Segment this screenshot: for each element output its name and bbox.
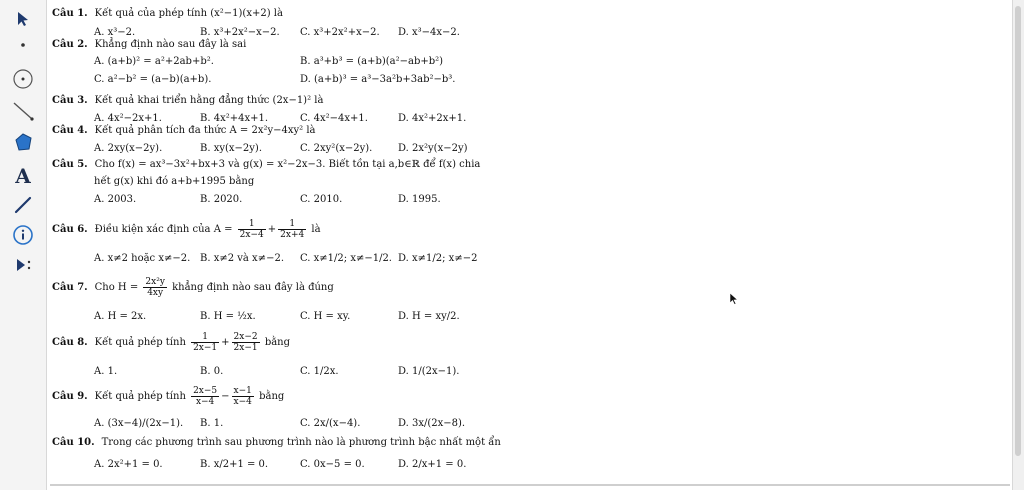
polygon-tool-icon[interactable] xyxy=(6,126,40,160)
question-5-continuation: hết g(x) khi đó a+b+1995 bằng xyxy=(94,176,255,187)
info-tool-icon[interactable] xyxy=(6,218,40,252)
q6-option-c[interactable]: C. x≠1/2; x≠−1/2. xyxy=(300,253,392,264)
q3-option-a[interactable]: A. 4x²−2x+1. xyxy=(94,113,162,124)
question-3: Câu 3. Kết quả khai triển hằng đẳng thức (2x−1)² là xyxy=(52,95,324,106)
q5-option-d[interactable]: D. 1995. xyxy=(398,194,441,205)
q7-option-d[interactable]: D. H = xy/2. xyxy=(398,311,460,322)
q6-fraction-1: $\frac{1}{2x-4}$ xyxy=(239,219,264,240)
q9-fraction-1: $\frac{2x-5}{x-4}$ xyxy=(193,386,218,407)
q8-option-c[interactable]: C. 1/2x. xyxy=(300,366,339,377)
q10-option-d[interactable]: D. 2/x+1 = 0. xyxy=(398,459,467,470)
worksheet xyxy=(52,0,1002,490)
line-tool-icon[interactable] xyxy=(6,94,40,128)
q8-fraction-1: $\frac{1}{2x-1}$ xyxy=(193,332,218,353)
q6-option-d[interactable]: D. x≠1/2; x≠−2 xyxy=(398,253,478,264)
pen-tool-icon[interactable] xyxy=(6,188,40,222)
q10-option-b[interactable]: B. x/2+1 = 0. xyxy=(200,459,269,470)
left-toolbar xyxy=(0,0,47,490)
question-7: Câu 7. Cho H = $\frac{\text{2x²y}}{4xy}$ khẳng định nào sau đây là đúng xyxy=(52,277,334,298)
q6-option-a[interactable]: A. x≠2 hoặc x≠−2. xyxy=(94,253,191,264)
q8-option-d[interactable]: D. 1/(2x−1). xyxy=(398,366,460,377)
q6-fraction-2: $\frac{1}{2x+4}$ xyxy=(280,219,305,240)
q10-option-c[interactable]: C. 0x−5 = 0. xyxy=(300,459,365,470)
q9-fraction-2: $\frac{x-1}{x-4}$ xyxy=(233,386,252,407)
q1-option-b[interactable]: B. x³+2x²−x−2. xyxy=(200,27,280,38)
question-6: Câu 6. Điều kiện xác định của A = $\frac{1}{2x-4}$ + $\frac{1}{2x+4}$ là xyxy=(52,219,321,240)
question-9: Câu 9. Kết quả phép tính $\frac{2x-5}{x-4}$ − $\frac{x-1}{x-4}$ bằng xyxy=(52,386,285,407)
q8-option-b[interactable]: B. 0. xyxy=(200,366,224,377)
q1-option-a[interactable]: A. x³−2. xyxy=(94,27,136,38)
play-tool-icon[interactable] xyxy=(6,248,40,282)
circle-tool-icon[interactable] xyxy=(6,62,40,96)
question-8: Câu 8. Kết quả phép tính $\frac{1}{2x-1}$ + $\frac{2x-2}{2x-1}$ bằng xyxy=(52,332,291,353)
question-2: Câu 2. Khẳng định nào sau đây là sai xyxy=(52,39,247,50)
q4-option-c[interactable]: C. 2xy²(x−2y). xyxy=(300,143,373,154)
q1-option-c[interactable]: C. x³+2x²+x−2. xyxy=(300,27,380,38)
text-tool-icon[interactable] xyxy=(6,158,40,192)
question-10: Câu 10. Trong các phương trình sau phương trình nào là phương trình bậc nhất một ẩn xyxy=(52,437,501,448)
vertical-scrollbar[interactable] xyxy=(1012,0,1024,490)
q2-option-d[interactable]: D. (a+b)³ = a³−3a²b+3ab²−b³. xyxy=(300,74,456,85)
question-4: Câu 4. Kết quả phân tích đa thức A = 2x²y−4xy² là xyxy=(52,125,316,136)
q8-option-a[interactable]: A. 1. xyxy=(94,366,118,377)
q7-fraction: $\frac{\text{2x²y}}{4xy}$ xyxy=(145,277,165,298)
q9-option-b[interactable]: B. 1. xyxy=(200,418,224,429)
q2-option-c[interactable]: C. a²−b² = (a−b)(a+b). xyxy=(94,74,212,85)
q4-option-a[interactable]: A. 2xy(x−2y). xyxy=(94,143,163,154)
q9-option-a[interactable]: A. (3x−4)/(2x−1). xyxy=(94,418,184,429)
q7-option-b[interactable]: B. H = ½x. xyxy=(200,311,256,322)
q3-option-d[interactable]: D. 4x²+2x+1. xyxy=(398,113,467,124)
q6-option-b[interactable]: B. x≠2 và x≠−2. xyxy=(200,253,284,264)
q8-fraction-2: $\frac{2x-2}{2x-1}$ xyxy=(233,332,258,353)
scrollbar-thumb[interactable] xyxy=(1015,6,1021,456)
q1-option-d[interactable]: D. x³−4x−2. xyxy=(398,27,460,38)
q5-option-b[interactable]: B. 2020. xyxy=(200,194,243,205)
q3-option-c[interactable]: C. 4x²−4x+1. xyxy=(300,113,368,124)
q7-option-a[interactable]: A. H = 2x. xyxy=(94,311,147,322)
point-tool-icon[interactable] xyxy=(6,28,40,62)
q2-option-b[interactable]: B. a³+b³ = (a+b)(a²−ab+b²) xyxy=(300,56,444,67)
question-1: Câu 1. Kết quả của phép tính (x²−1)(x+2) là xyxy=(52,8,283,19)
q4-option-d[interactable]: D. 2x²y(x−2y) xyxy=(398,143,468,154)
q7-option-c[interactable]: C. H = xy. xyxy=(300,311,351,322)
horizontal-scrollbar[interactable] xyxy=(50,484,1010,486)
q4-option-b[interactable]: B. xy(x−2y). xyxy=(200,143,263,154)
q5-option-a[interactable]: A. 2003. xyxy=(94,194,137,205)
q3-option-b[interactable]: B. 4x²+4x+1. xyxy=(200,113,269,124)
mouse-cursor-icon xyxy=(729,291,739,310)
q10-option-a[interactable]: A. 2x²+1 = 0. xyxy=(94,459,163,470)
q5-option-c[interactable]: C. 2010. xyxy=(300,194,343,205)
question-5: Câu 5. Cho f(x) = ax³−3x²+bx+3 và g(x) = x²−2x−3. Biết tồn tại a,b∈ℝ để f(x) chia xyxy=(52,159,481,170)
q2-option-a[interactable]: A. (a+b)² = a²+2ab+b². xyxy=(94,56,214,67)
q9-option-c[interactable]: C. 2x/(x−4). xyxy=(300,418,361,429)
q9-option-d[interactable]: D. 3x/(2x−8). xyxy=(398,418,466,429)
svg-text:A: A xyxy=(15,164,31,187)
